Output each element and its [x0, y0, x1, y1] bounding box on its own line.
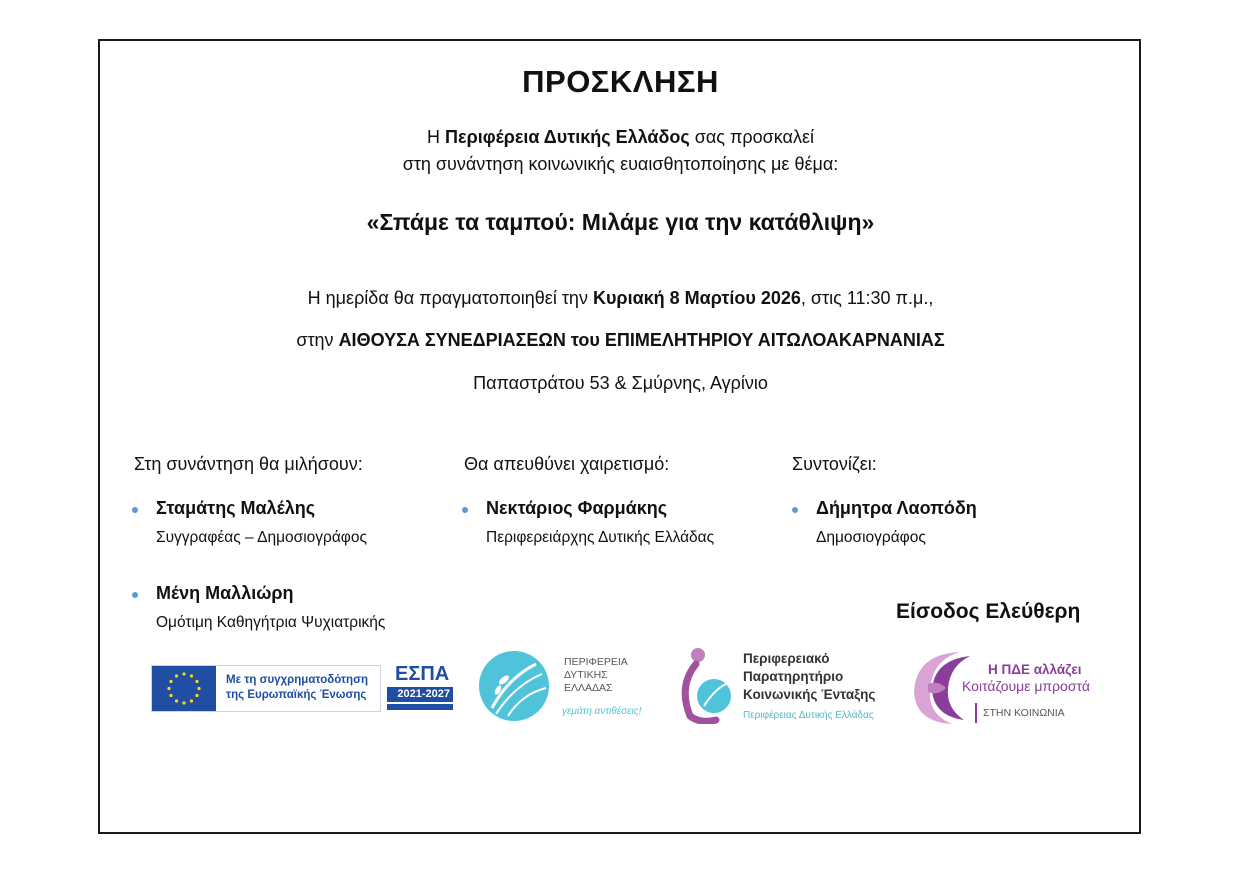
intro-line-2: στη συνάντηση κοινωνικής ευαισθητοποίησης με θέμα:	[402, 154, 839, 174]
speaker-role: Συγγραφέας – Δημοσιογράφος	[156, 529, 367, 546]
event-venue: ΑΙΘΟΥΣΑ ΣΥΝΕΔΡΙΑΣΕΩΝ του ΕΠΙΜΕΛΗΤΗΡΙΟΥ ΑΙΤΩΛΟΑΚΑΡΝΑΝΙΑΣ	[338, 330, 945, 350]
observatory-emblem-icon	[676, 646, 734, 724]
greeting-heading: Θα απευθύνει χαιρετισμό:	[464, 454, 670, 474]
event-theme: «Σπάμε τα ταμπού: Μιλάμε για την κατάθλιψη»	[366, 209, 875, 235]
speaker-name: Μένη Μαλλιώρη	[156, 583, 294, 603]
eu-cofunding-text: Με τη συγχρηματοδότηση της Ευρωπαϊκής Ένωσης	[226, 674, 368, 701]
event-address: Παπαστράτου 53 & Σμύρνης, Αγρίνιο	[473, 373, 768, 393]
bullet-icon	[132, 507, 138, 513]
organizer-name: Περιφέρεια Δυτικής Ελλάδος	[445, 127, 690, 147]
eu-cofunding-logo	[151, 665, 381, 712]
event-date-line: Η ημερίδα θα πραγματοποιηθεί την Κυριακή 8 Μαρτίου 2026, στις 11:30 π.μ.,	[307, 288, 934, 308]
observatory-logo-text: Περιφερειακό Παρατηρητήριο Κοινωνικής Ένταξης	[743, 651, 876, 702]
region-emblem-icon	[478, 650, 550, 722]
page-title: ΠΡΟΣΚΛΗΣΗ	[522, 64, 719, 99]
bullet-icon	[792, 507, 798, 513]
speakers-heading: Στη συνάντηση θα μιλήσουν:	[134, 454, 363, 474]
region-motto: γεμάτη αντιθέσεις!	[562, 706, 642, 717]
bullet-icon	[132, 592, 138, 598]
bullet-icon	[462, 507, 468, 513]
moderator-name: Δήμητρα Λαοπόδη	[816, 498, 977, 518]
observatory-subtitle: Περιφέρειας Δυτικής Ελλάδας	[743, 710, 874, 721]
speaker-name: Σταμάτης Μαλέλης	[156, 498, 316, 518]
region-logo-text: ΠΕΡΙΦΕΡΕΙΑ ΔΥΤΙΚΗΣ ΕΛΛΑΔΑΣ	[564, 656, 628, 694]
free-entry-note: Είσοδος Ελεύθερη	[896, 600, 1081, 623]
intro-line-1: Η Περιφέρεια Δυτικής Ελλάδος σας προσκαλεί	[427, 127, 814, 147]
speaker-role: Ομότιμη Καθηγήτρια Ψυχιατρικής	[156, 614, 386, 631]
greeting-name: Νεκτάριος Φαρμάκης	[486, 498, 668, 518]
pde-slogan-2: Κοιτάζουμε μπροστά	[962, 678, 1090, 694]
espa-logo: ΕΣΠΑ 2021-2027	[387, 663, 453, 711]
event-venue-line: στην ΑΙΘΟΥΣΑ ΣΥΝΕΔΡΙΑΣΕΩΝ του ΕΠΙΜΕΛΗΤΗΡΙΟΥ ΑΙΤΩΛΟΑΚΑΡΝΑΝΙΑΣ	[296, 330, 945, 350]
moderator-heading: Συντονίζει:	[792, 454, 877, 474]
pde-slogan-1: Η ΠΔΕ αλλάζει	[988, 662, 1082, 677]
event-date: Κυριακή 8 Μαρτίου 2026	[592, 288, 801, 308]
greeting-role: Περιφερειάρχης Δυτικής Ελλάδας	[486, 529, 715, 546]
pde-divider	[975, 703, 977, 723]
eu-flag-icon	[152, 666, 216, 711]
moderator-role: Δημοσιογράφος	[816, 529, 926, 546]
pde-slogan-3: ΣΤΗΝ ΚΟΙΝΩΝΙΑ	[983, 707, 1065, 719]
